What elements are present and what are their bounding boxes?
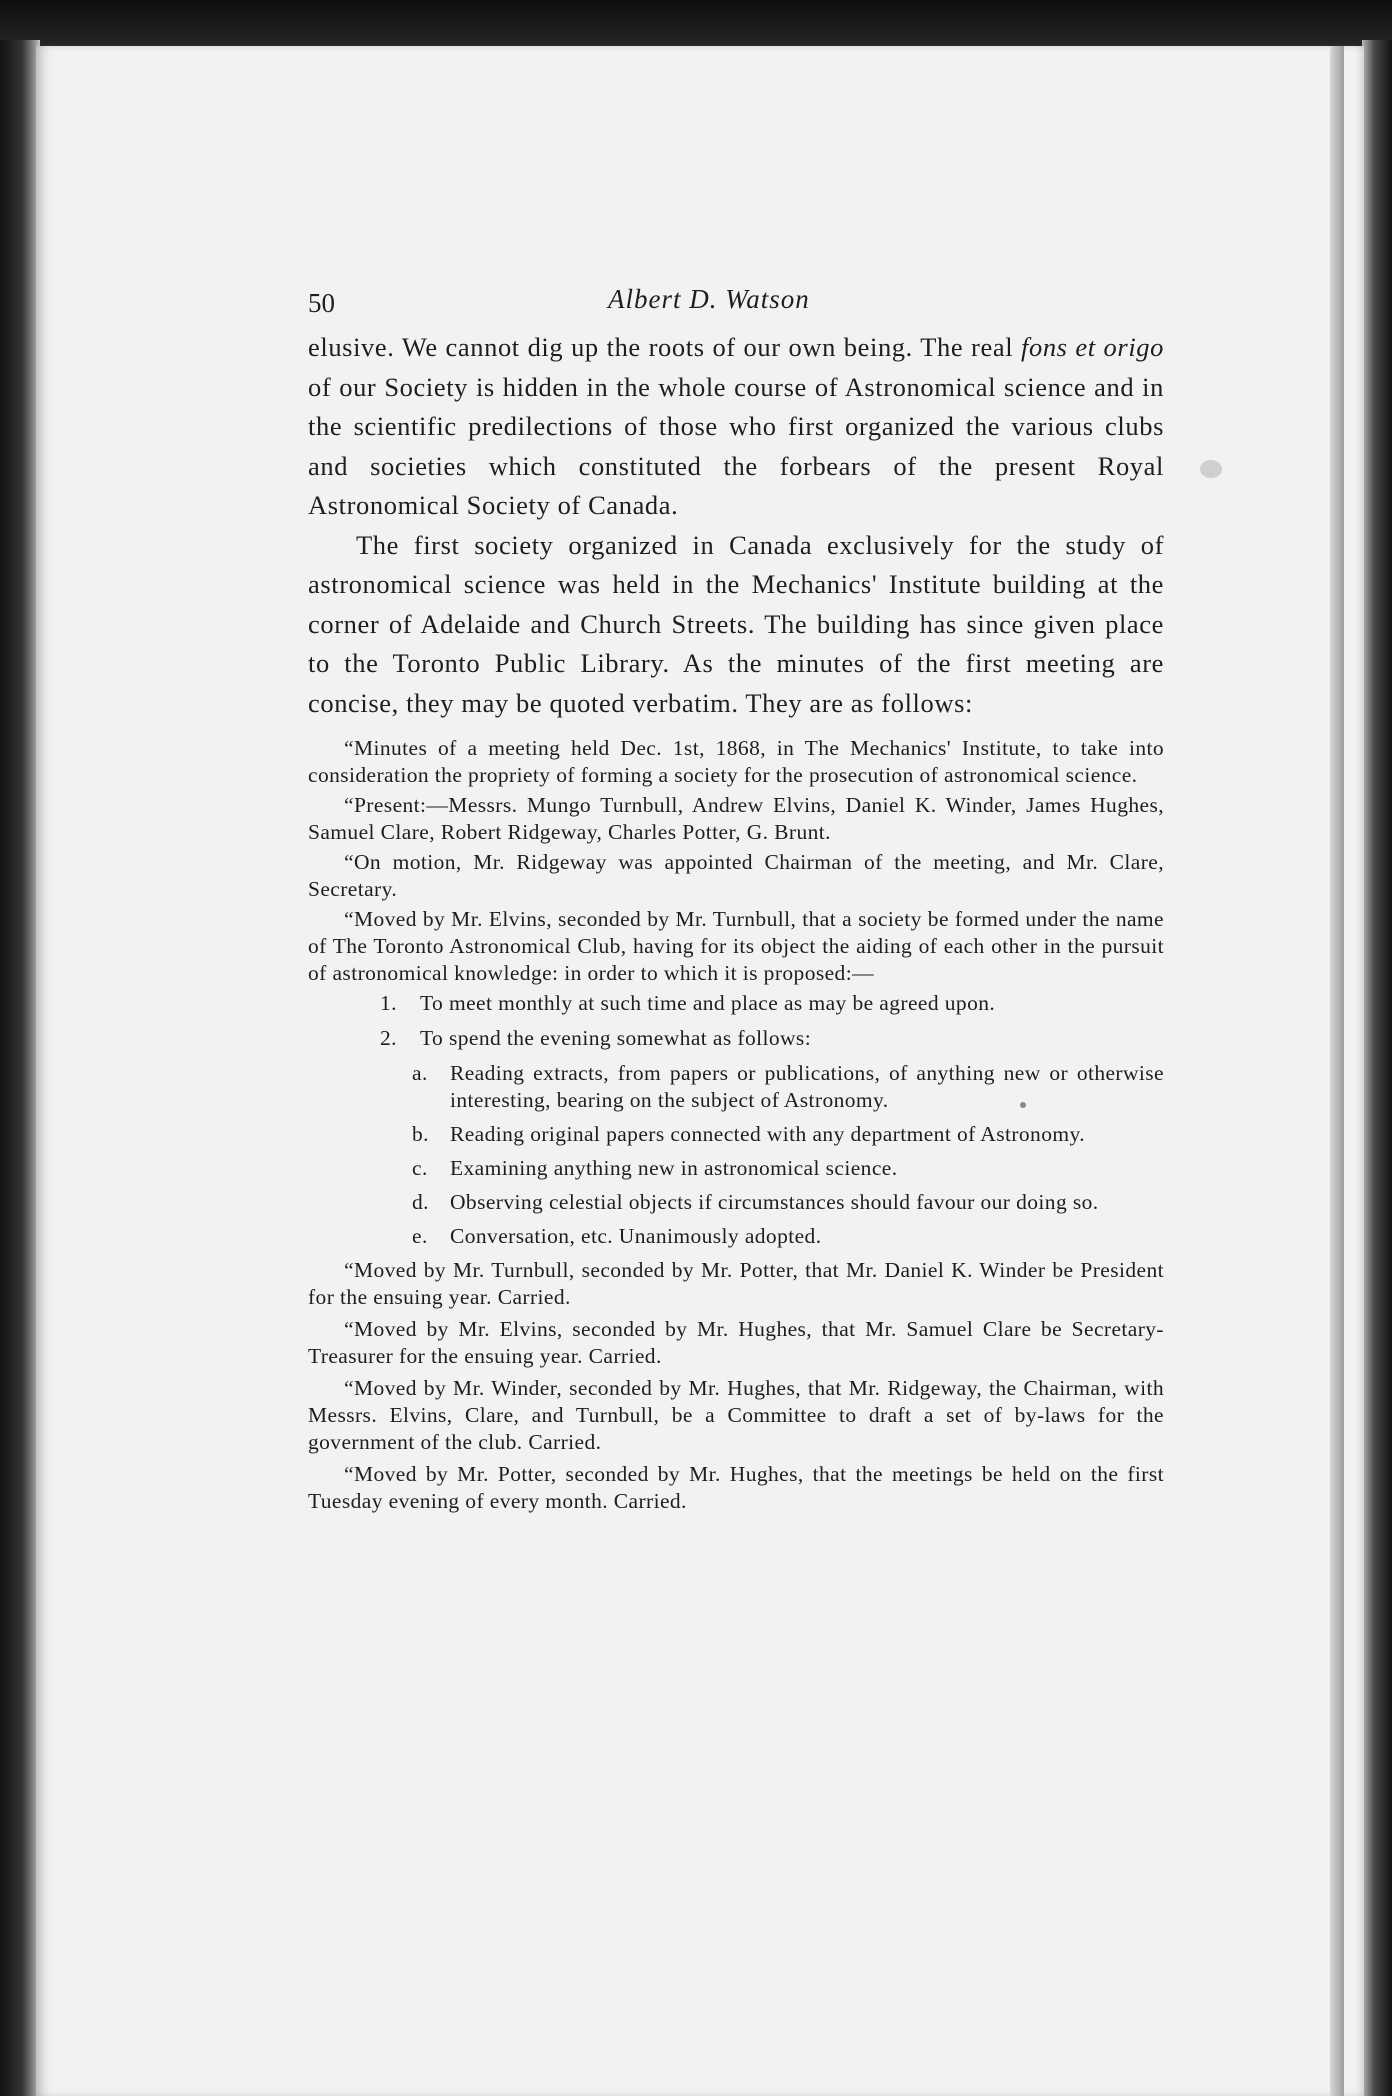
page-content [308,280,1164,1520]
motion-paragraph: “Moved by Mr. Winder, seconded by Mr. Hughes, that Mr. Ridgeway, the Chairman, with Messrs. Elvins, Clare, and Turnbull, be a Committee to draft a set of by-laws for the government of the club. Carried. [308,1376,1164,1454]
sublist-item [412,1060,1164,1114]
paragraph-1-start: elusive. We cannot dig up the roots of our own being. The real [308,332,1021,362]
minutes-paragraph: “Minutes of a meeting held Dec. 1st, 1868, in The Mechanics' Institute, to take into consideration the propriety of forming a society for the prosecution of astronomical science. [308,736,1164,787]
list-marker: a. [412,1061,428,1085]
activity-sublist [308,1060,1164,1250]
scan-border-left [0,40,40,2096]
list-marker: 2. [380,1026,397,1050]
minutes-paragraph: “Moved by Mr. Elvins, seconded by Mr. Turnbull, that a society be formed under the name of The Toronto Astronomical Club, having for its object the aiding of each other in the pursuit of astronomical knowledge: in order to which it is proposed:— [308,907,1164,985]
list-text: Observing celestial objects if circumstances should favour our doing so. [450,1190,1099,1214]
minutes-paragraph: “On motion, Mr. Ridgeway was appointed Chairman of the meeting, and Mr. Clare, Secretary. [308,850,1164,901]
list-marker: c. [412,1156,428,1180]
motion-paragraph: “Moved by Mr. Elvins, seconded by Mr. Hughes, that Mr. Samuel Clare be Secretary-Treasurer for the ensuing year. Carried. [308,1317,1164,1368]
list-item [380,1025,1164,1052]
list-marker: e. [412,1224,428,1248]
italic-phrase: fons et origo [1021,332,1164,362]
paragraph-2: The first society organized in Canada exclusively for the study of astronomical science was held in the Mechanics' Institute building at the corner of Adelaide and Church Streets. The building has since given place to the Toronto Public Library. As the minutes of the first meeting are concise, they may be quoted verbatim. They are as follows: [308,529,1164,718]
paragraph-1 [308,328,1164,526]
minutes-paragraph: “Present:—Messrs. Mungo Turnbull, Andrew Elvins, Daniel K. Winder, James Hughes, Samuel Clare, Robert Ridgeway, Charles Potter, G. Brunt. [308,793,1164,844]
list-text: Reading extracts, from papers or publications, of anything new or otherwise interesting, bearing on the subject of Astronomy. [450,1061,1164,1112]
proposal-list [308,990,1164,1250]
running-title: Albert D. Watson [608,284,810,314]
list-item [380,990,1164,1017]
sublist-item [412,1121,1164,1148]
paragraph-1-end: of our Society is hidden in the whole course of Astronomical science and in the scientific predilections of those who first organized the various clubs and societies which constituted the forbears of the present Royal Astronomical Society of Canada. [308,371,1164,520]
list-text: Reading original papers connected with any department of Astronomy. [450,1122,1086,1146]
motion-paragraph: “Moved by Mr. Potter, seconded by Mr. Hughes, that the meetings be held on the first Tuesday evening of every month. Carried. [308,1462,1164,1513]
paper-speck [1200,460,1222,478]
minutes-quote [308,735,1164,1250]
list-marker: 1. [380,991,397,1015]
sublist-item [412,1155,1164,1182]
list-text: Examining anything new in astronomical science. [450,1156,898,1180]
motions [308,1257,1164,1515]
scan-border-top [0,0,1392,52]
list-text: Conversation, etc. Unanimously adopted. [450,1224,822,1248]
sublist-item [412,1189,1164,1216]
running-head [308,280,1164,324]
scan-border-right [1362,40,1392,2096]
list-text: To spend the evening somewhat as follows: [420,1026,812,1050]
body-text [308,328,1164,723]
motion-paragraph: “Moved by Mr. Turnbull, seconded by Mr. Potter, that Mr. Daniel K. Winder be President for the ensuing year. Carried. [308,1258,1164,1309]
page-edge [1330,46,1344,2096]
list-marker: d. [412,1190,429,1214]
page-number: 50 [308,288,335,318]
list-text: To meet monthly at such time and place as may be agreed upon. [420,991,996,1015]
list-marker: b. [412,1122,429,1146]
sublist-item [412,1223,1164,1250]
